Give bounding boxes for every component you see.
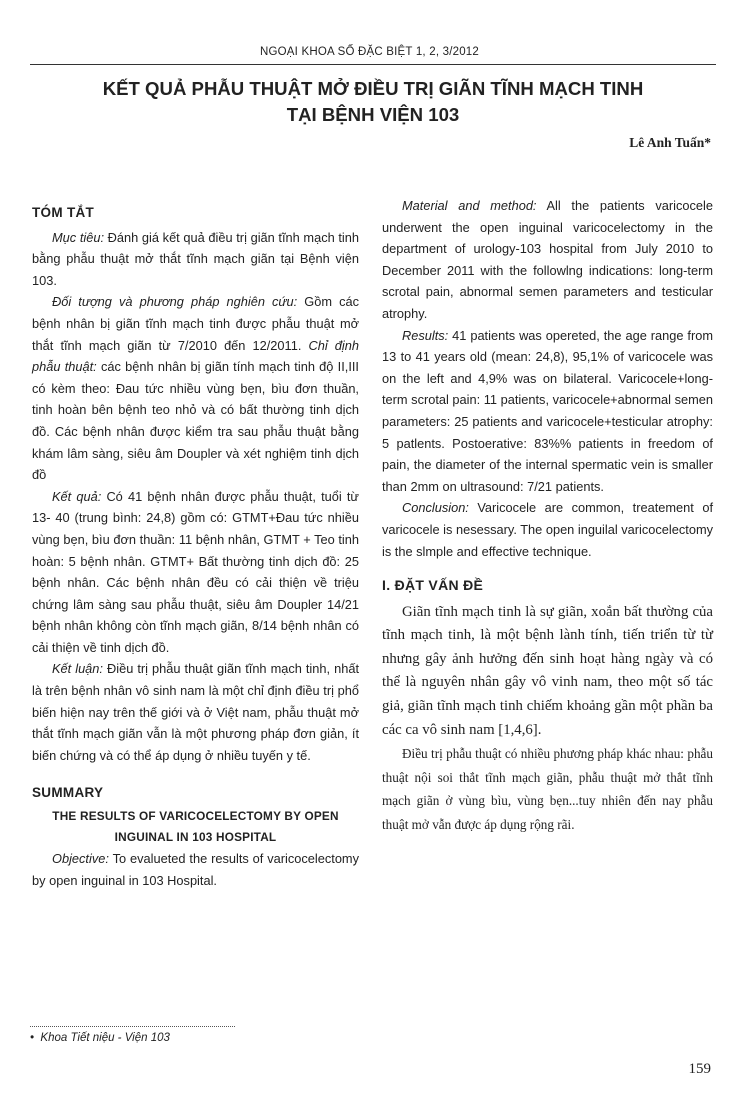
conclusion-label: Kết luận: [52, 661, 103, 677]
conclusion-text: Điều trị phẫu thuật giãn tĩnh mạch tinh, nhất là trên bệnh nhân vô sinh nam là một chỉ định điều trị phổ biến hiện nay trên thế giới và ở Việt nam, phẫu thuật mở thắt tĩnh mạch giãn vẫn là một phương pháp đơn giản, ít biến chứng và có thể áp dụng ở nhiều tuyến y tế. [32, 661, 359, 763]
footnote-rule [30, 1026, 235, 1027]
summary-method [382, 195, 713, 325]
objective-text: Đánh giá kết quả điều trị giãn tĩnh mạch tinh bằng phẫu thuật mở thắt tĩnh mạch giãn tại Bệnh viện 103. [32, 229, 360, 288]
abstract-conclusion [32, 658, 359, 766]
introduction-heading: I. ĐẶT VẤN ĐỀ [382, 577, 484, 594]
author-name: Lê Anh Tuấn* [629, 135, 711, 150]
header-rule [30, 64, 716, 65]
abstract-method [32, 291, 359, 485]
left-column [32, 195, 359, 891]
summary-conclusion [382, 497, 713, 562]
page-number: 159 [688, 1061, 711, 1077]
summary-results-text: 41 patients was opereted, the age range from 13 to 41 years old (mean: 24,8), 95,1% of varicocele was on the left and 4,9% was on bilateral. Varicocele+long-term scrotal pain: 11 patients, varicocele+abnormal semen parameters: 25 patients and varicocele+testicular atrophy: 5 patlents. Postoerative: 83%% patients in freedom of pain, the diameter of the internal spermatic vein is smaller than 2mm on ultrasound: 7/21 patients. [382, 327, 713, 494]
summary-objective-label: Objective: [52, 851, 109, 867]
method-text: Gồm các bệnh nhân bị giãn tĩnh mạch tinh được phẫu thuật mở thắt tĩnh mạch giãn từ 7/2010 đến 12/2011. [32, 294, 359, 353]
summary-method-text: All the patients varicocele underwent the open inguinal varicocelectomy in the department of urology-103 hospital from July 2010 to December 2011 with the followlng indications: long-term scrotal pain, abnormal semen parameters and testicular atrophy. [382, 198, 713, 321]
introduction-paragraph-1: Giãn tĩnh mạch tinh là sự giãn, xoắn bất thường của tĩnh mạch tinh, là một bệnh lành tính, tiến triển từ từ nhưng gây ảnh hưởng đến sinh hoạt hàng ngày và có thể là nguyên nhân gây vô vinh nam, theo một số tác giả, giãn tĩnh mạch tinh chiếm khoảng gần một phần ba các ca vô sinh nam [1,4,6]. [382, 603, 713, 738]
abstract-results [32, 486, 359, 659]
indication-label: Chỉ định phẫu thuật: [32, 337, 359, 375]
title-line-1: KẾT QUẢ PHẪU THUẬT MỞ ĐIỀU TRỊ GIÃN TĨNH MẠCH TINH [102, 78, 644, 99]
footnote [30, 1032, 170, 1044]
summary-conclusion-text: Varicocele are common, treatement of varicocele is nesessary. The open inguilal varicocelectomy is the slmple and effective technique. [382, 500, 713, 559]
results-text: Có 41 bệnh nhân được phẫu thuật, tuổi từ 13- 40 (trung bình: 24,8) gồm có: GTMT+Đau tức nhiều vùng bẹn, bìu đơn thuần: 11 bệnh nhân, GTMT + Teo tinh hoàn: 5 bệnh nhân. GTMT+ Bất thường tinh dịch đồ: 25 bệnh nhân. Các bệnh nhân đều có cải thiện về triệu chứng lâm sàng sau phẫu thuật, siêu âm Doupler 14/21 bệnh nhân không còn tĩnh mạch giãn, 8/14 bệnh nhân có cải thiện về tinh dịch đồ. [32, 488, 359, 655]
summary-method-label: Material and method: [402, 198, 537, 213]
abstract-heading: TÓM TẮT [32, 205, 95, 220]
summary-objective-text: To evalueted the results of varicocelectomy by open inguinal in 103 Hospital. [32, 851, 359, 888]
right-column [382, 195, 713, 837]
method-label: Đối tượng và phương pháp nghiên cứu: [52, 294, 298, 310]
results-label: Kết quả: [52, 488, 102, 504]
summary-objective [32, 848, 359, 891]
summary-results-label: Results: [402, 327, 449, 343]
summary-conclusion-label: Conclusion: [402, 500, 469, 516]
introduction-paragraph-2: Điều trị phẫu thuật có nhiều phương pháp khác nhau: phẫu thuật nội soi thắt tĩnh mạch giãn, phẫu thuật mở thắt tĩnh mạch giãn ở vùng bìu, vùng bẹn...tuy nhiên đến nay phẫu thuật mở vẫn được áp dụng rộng rãi. [382, 746, 713, 833]
abstract-objective [32, 227, 359, 292]
objective-label: Mục tiêu: [52, 229, 105, 245]
indication-text: các bệnh nhân bị giãn tính mạch tinh độ II,III có kèm theo: Đau tức nhiều vùng bẹn, bìu đơn thuần, tinh hoàn bên bệnh teo nhỏ và có bất thường tinh dịch đồ. Các bệnh nhân được kiểm tra sau phẫu thuật bằng khám lâm sàng, siêu âm Doupler và xét nghiệm tinh dịch đồ [32, 359, 359, 483]
journal-header: NGOẠI KHOA SỐ ĐẶC BIỆT 1, 2, 3/2012 [260, 46, 479, 58]
title-line-2: TẠI BỆNH VIỆN 103 [286, 104, 460, 125]
summary-results [382, 325, 713, 498]
summary-subtitle: THE RESULTS OF VARICOCELECTOMY BY OPEN INGUINAL IN 103 HOSPITAL [52, 809, 339, 845]
footnote-text: Khoa Tiết niệu - Viện 103 [40, 1032, 170, 1044]
summary-heading: SUMMARY [32, 785, 104, 801]
footnote-marker: • [30, 1032, 35, 1044]
article-title [30, 76, 716, 128]
